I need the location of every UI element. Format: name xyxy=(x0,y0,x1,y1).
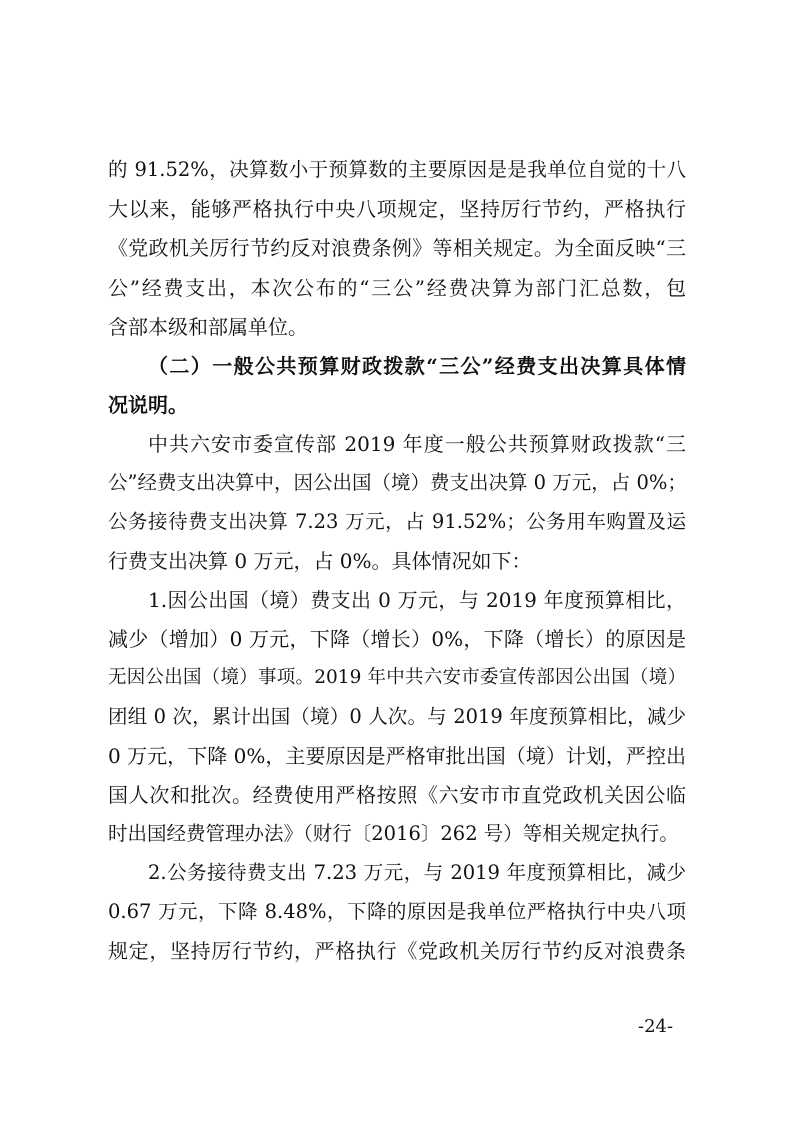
paragraph-line: 团组 0 次，累计出国（境）0 人次。与 2019 年度预算相比，减少 xyxy=(108,705,686,728)
paragraph-line: 规定，坚持厉行节约，严格执行《党政机关厉行节约反对浪费条 xyxy=(108,939,686,963)
paragraph-line: 国人次和批次。经费使用严格按照《六安市市直党政机关因公临 xyxy=(108,783,686,807)
paragraph-line: 减少（增加）0 万元，下降（增长）0%，下降（增长）的原因是 xyxy=(108,627,686,651)
section-heading: 况说明。 xyxy=(108,393,188,417)
paragraph-line: 时出国经费管理办法》（财行〔2016〕262 号）等相关规定执行。 xyxy=(108,822,679,845)
paragraph-line: 无因公出国（境）事项。2019 年中共六安市委宣传部因公出国（境） xyxy=(108,667,686,688)
page-number: -24- xyxy=(638,1016,674,1037)
section-heading: （二）一般公共预算财政拨款“三公”经费支出决算具体情 xyxy=(148,354,686,378)
paragraph-line: 公务接待费支出决算 7.23 万元，占 91.52%；公务用车购置及运 xyxy=(108,510,686,533)
paragraph-line: 1.因公出国（境）费支出 0 万元，与 2019 年度预算相比， xyxy=(148,588,686,612)
paragraph-line: 含部本级和部属单位。 xyxy=(108,315,308,339)
paragraph-line: 《党政机关厉行节约反对浪费条例》等相关规定。为全面反映“三 xyxy=(108,236,686,260)
paragraph-line: 大以来，能够严格执行中央八项规定，坚持厉行节约，严格执行 xyxy=(108,197,686,221)
paragraph-line: 中共六安市委宣传部 2019 年度一般公共预算财政拨款“三 xyxy=(148,432,686,456)
paragraph-line: 公”经费支出，本次公布的“三公”经费决算为部门汇总数，包 xyxy=(108,276,686,300)
paragraph-line: 公”经费支出决算中，因公出国（境）费支出决算 0 万元，占 0%； xyxy=(108,471,687,494)
paragraph-line: 行费支出决算 0 万元，占 0%。具体情况如下： xyxy=(108,549,532,573)
paragraph-line: 的 91.52%，决算数小于预算数的主要原因是是我单位自觉的十八 xyxy=(108,158,686,181)
paragraph-line: 0.67 万元，下降 8.48%，下降的原因是我单位严格执行中央八项 xyxy=(108,900,686,923)
paragraph-line: 0 万元，下降 0%，主要原因是严格审批出国（境）计划，严控出 xyxy=(108,744,686,768)
paragraph-line: 2.公务接待费支出 7.23 万元，与 2019 年度预算相比，减少 xyxy=(148,861,686,884)
